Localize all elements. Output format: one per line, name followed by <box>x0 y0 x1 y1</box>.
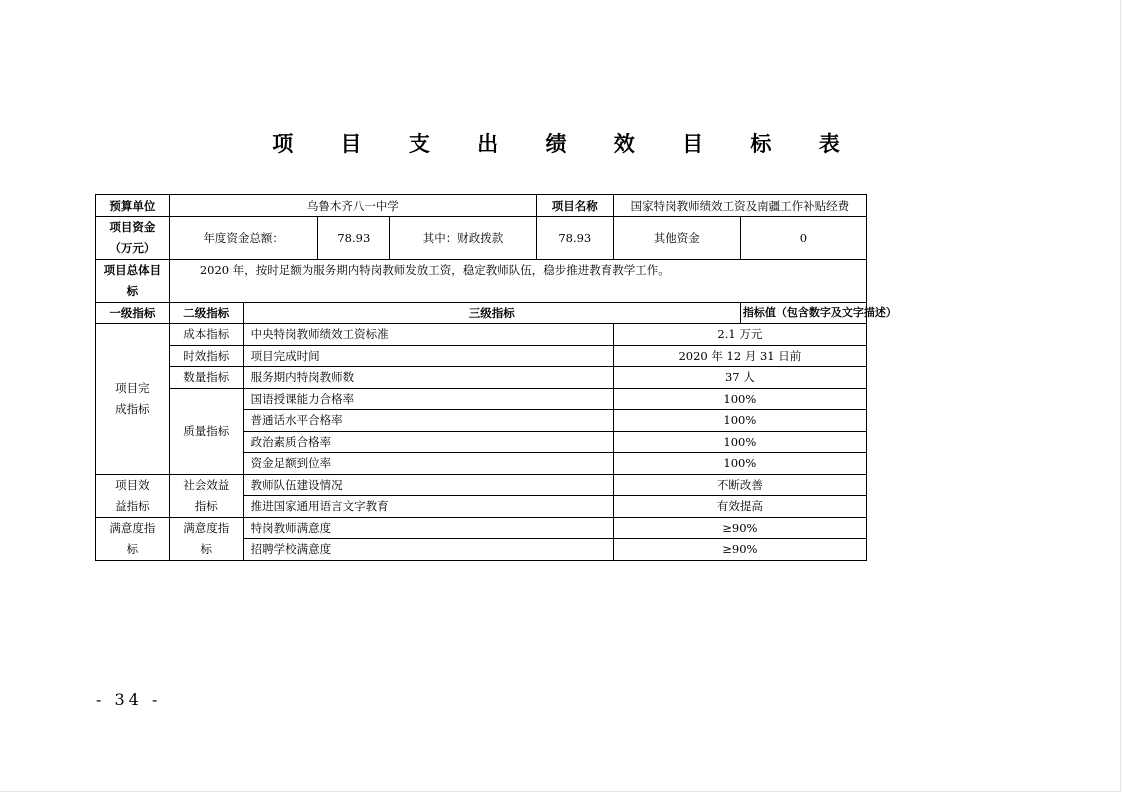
project-name-value: 国家特岗教师绩效工资及南疆工作补贴经费 <box>613 195 866 217</box>
goal-text: 2020 年，按时足额为服务期内特岗教师发放工资，稳定教师队伍，稳步推进教育教学工作。 <box>169 260 866 303</box>
funds-other-value: 0 <box>740 217 866 260</box>
page-number: - 34 - <box>96 690 162 709</box>
value-cell: 37 人 <box>613 367 866 389</box>
level3-cell: 普通话水平合格率 <box>243 410 613 432</box>
level2-cell: 社会效益指标 <box>169 474 243 517</box>
unit-value: 乌鲁木齐八一中学 <box>169 195 536 217</box>
column-level2: 二级指标 <box>169 303 243 324</box>
page-title: 项 目 支 出 绩 效 目 标 表 <box>272 132 860 156</box>
column-value: 指标值（包含数字及文字描述） <box>740 303 866 324</box>
value-cell: 100% <box>613 388 866 410</box>
level3-cell: 推进国家通用语言文字教育 <box>243 496 613 518</box>
funds-fiscal-label: 其中：财政拨款 <box>390 217 537 260</box>
level2-cell: 数量指标 <box>169 367 243 389</box>
group-satisfaction: 满意度指标 <box>96 517 170 560</box>
column-level1: 一级指标 <box>96 303 170 324</box>
column-level3: 三级指标 <box>243 303 740 324</box>
level2-cell: 时效指标 <box>169 345 243 367</box>
funds-other-label: 其他资金 <box>613 217 740 260</box>
project-name-label: 项目名称 <box>536 195 613 217</box>
value-cell: 有效提高 <box>613 496 866 518</box>
level3-cell: 资金足额到位率 <box>243 453 613 475</box>
level3-cell: 服务期内特岗教师数 <box>243 367 613 389</box>
funds-row <box>96 217 867 260</box>
funds-label: 项目资金（万元） <box>96 217 170 260</box>
group-benefit: 项目效益指标 <box>96 474 170 517</box>
level3-cell: 招聘学校满意度 <box>243 539 613 561</box>
goal-label: 项目总体目标 <box>96 260 170 303</box>
level3-cell: 项目完成时间 <box>243 345 613 367</box>
performance-table <box>95 194 897 561</box>
group-completion: 项目完成指标 <box>96 324 170 475</box>
column-header-row <box>96 303 867 324</box>
unit-label: 预算单位 <box>96 195 170 217</box>
table-row <box>96 345 867 367</box>
table-row <box>96 324 867 346</box>
level3-cell: 中央特岗教师绩效工资标准 <box>243 324 613 346</box>
level3-cell: 国语授课能力合格率 <box>243 388 613 410</box>
level2-cell: 质量指标 <box>169 388 243 474</box>
funds-total-value: 78.93 <box>318 217 390 260</box>
level3-cell: 政治素质合格率 <box>243 431 613 453</box>
goal-row <box>96 260 867 303</box>
funds-total-label: 年度资金总额： <box>169 217 318 260</box>
value-cell: ≥90% <box>613 539 866 561</box>
table-row <box>96 367 867 389</box>
level2-cell: 满意度指标 <box>169 517 243 560</box>
level3-cell: 教师队伍建设情况 <box>243 474 613 496</box>
value-cell: 2020 年 12 月 31 日前 <box>613 345 866 367</box>
table-row <box>96 517 867 539</box>
table-row <box>96 474 867 496</box>
value-cell: 100% <box>613 453 866 475</box>
value-cell: 2.1 万元 <box>613 324 866 346</box>
level2-cell: 成本指标 <box>169 324 243 346</box>
table-row <box>96 388 867 410</box>
funds-fiscal-value: 78.93 <box>536 217 613 260</box>
value-cell: 100% <box>613 431 866 453</box>
value-cell: 100% <box>613 410 866 432</box>
value-cell: 不断改善 <box>613 474 866 496</box>
value-cell: ≥90% <box>613 517 866 539</box>
header-row-unit <box>96 195 867 217</box>
level3-cell: 特岗教师满意度 <box>243 517 613 539</box>
